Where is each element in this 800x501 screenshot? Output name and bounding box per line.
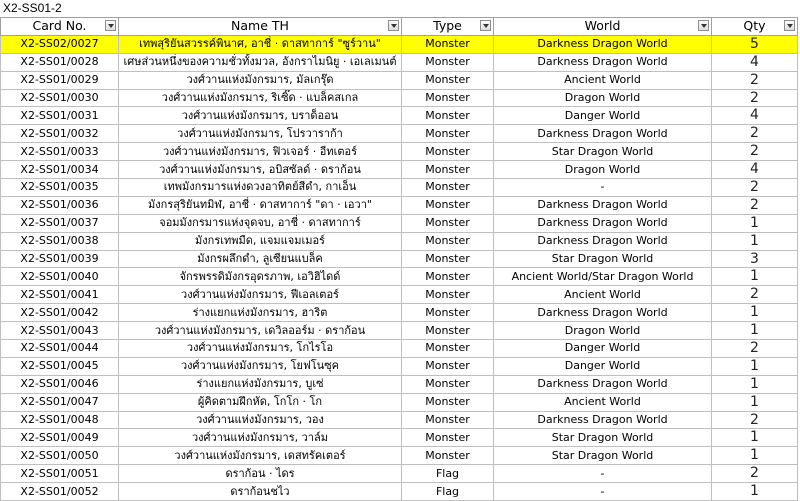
- cell-world[interactable]: Darkness Dragon World: [494, 53, 712, 71]
- cell-world[interactable]: -: [494, 483, 712, 501]
- cell-name-th[interactable]: วงศ์วานแห่งมังกรมาร, โปรวาราก้า: [119, 125, 402, 143]
- cell-card-no[interactable]: X2-SS01/0042: [1, 304, 119, 322]
- cell-card-no[interactable]: X2-SS01/0029: [1, 71, 119, 89]
- table-row[interactable]: [1, 393, 798, 411]
- cell-card-no[interactable]: X2-SS01/0040: [1, 268, 119, 286]
- cell-type[interactable]: Monster: [402, 357, 494, 375]
- cell-card-no[interactable]: X2-SS01/0041: [1, 286, 119, 304]
- column-header-label: Card No.: [32, 18, 87, 34]
- cell-card-no[interactable]: X2-SS01/0050: [1, 447, 119, 465]
- cell-type[interactable]: Monster: [402, 304, 494, 322]
- column-header-label: World: [584, 18, 621, 34]
- cell-world[interactable]: Dragon World: [494, 89, 712, 107]
- cell-qty[interactable]: 1: [712, 357, 798, 375]
- cell-type[interactable]: Monster: [402, 340, 494, 358]
- cell-type[interactable]: Monster: [402, 107, 494, 125]
- cell-name-th[interactable]: ร่างแยกแห่งมังกรมาร, บูเซ่: [119, 375, 402, 393]
- cell-type[interactable]: Flag: [402, 465, 494, 483]
- cell-type[interactable]: Monster: [402, 196, 494, 214]
- cell-world[interactable]: Danger World: [494, 340, 712, 358]
- cell-world[interactable]: Dragon World: [494, 161, 712, 179]
- cell-card-no[interactable]: X2-SS01/0045: [1, 357, 119, 375]
- cell-world[interactable]: Darkness Dragon World: [494, 35, 712, 53]
- sheet-title: X2-SS01-2: [3, 1, 62, 15]
- cell-qty[interactable]: 1: [712, 429, 798, 447]
- cell-name-th[interactable]: วงศ์วานแห่งมังกรมาร, วาล์ม: [119, 429, 402, 447]
- cell-world[interactable]: -: [494, 179, 712, 197]
- cell-name-th[interactable]: มังกรสุริยันทมิฬ, อาชี่ · ดาสทาการ์ "ดา · เอวา": [119, 196, 402, 214]
- table-row[interactable]: [1, 357, 798, 375]
- table-row[interactable]: [1, 179, 798, 197]
- table-row[interactable]: [1, 250, 798, 268]
- cell-type[interactable]: Monster: [402, 232, 494, 250]
- cell-type[interactable]: Monster: [402, 35, 494, 53]
- table-row[interactable]: [1, 483, 798, 501]
- cell-name-th[interactable]: ผู้คิดตามฝึกหัด, โกโก · โก: [119, 393, 402, 411]
- cell-card-no[interactable]: X2-SS01/0038: [1, 232, 119, 250]
- cell-qty[interactable]: 1: [712, 214, 798, 232]
- table-row[interactable]: [1, 286, 798, 304]
- cell-world[interactable]: Star Dragon World: [494, 250, 712, 268]
- cell-qty[interactable]: 1: [712, 483, 798, 501]
- cell-name-th[interactable]: วงศ์วานแห่งมังกรมาร, โกไรโอ: [119, 340, 402, 358]
- cell-qty[interactable]: 1: [712, 322, 798, 340]
- cell-world[interactable]: Darkness Dragon World: [494, 232, 712, 250]
- cell-card-no[interactable]: X2-SS02/0027: [1, 35, 119, 53]
- cell-name-th[interactable]: เทพมังกรมารแห่งดวงอาทิตย์สีดำ, กาเอ็น: [119, 179, 402, 197]
- cell-card-no[interactable]: X2-SS01/0031: [1, 107, 119, 125]
- table-row[interactable]: [1, 465, 798, 483]
- table-row[interactable]: [1, 375, 798, 393]
- cell-type[interactable]: Monster: [402, 179, 494, 197]
- cell-world[interactable]: Ancient World: [494, 71, 712, 89]
- cell-card-no[interactable]: X2-SS01/0028: [1, 53, 119, 71]
- column-header-name-th[interactable]: [119, 18, 402, 36]
- column-header-label: Qty: [743, 18, 766, 34]
- cell-name-th[interactable]: วงศ์วานแห่งมังกรมาร, บราด็ออน: [119, 107, 402, 125]
- cell-name-th[interactable]: วงศ์วานแห่งมังกรมาร, เดสทรัคเตอร์: [119, 447, 402, 465]
- cell-qty[interactable]: 4: [712, 107, 798, 125]
- cell-qty[interactable]: 1: [712, 447, 798, 465]
- table-row[interactable]: [1, 340, 798, 358]
- cell-qty[interactable]: 4: [712, 53, 798, 71]
- cell-type[interactable]: Monster: [402, 161, 494, 179]
- cell-type[interactable]: Monster: [402, 250, 494, 268]
- table-row[interactable]: [1, 89, 798, 107]
- cell-name-th[interactable]: จอมมังกรมารแห่งจุดจบ, อาชี่ · ดาสทาการ์: [119, 214, 402, 232]
- cell-card-no[interactable]: X2-SS01/0046: [1, 375, 119, 393]
- cell-world[interactable]: Ancient World: [494, 393, 712, 411]
- column-header-type[interactable]: [402, 18, 494, 36]
- cell-world[interactable]: Darkness Dragon World: [494, 125, 712, 143]
- cell-type[interactable]: Monster: [402, 143, 494, 161]
- cell-type[interactable]: Monster: [402, 429, 494, 447]
- cell-name-th[interactable]: วงศ์วานแห่งมังกรมาร, ริเซิ๊ด · แบล็คสเกล: [119, 89, 402, 107]
- cell-card-no[interactable]: X2-SS01/0039: [1, 250, 119, 268]
- filter-dropdown-icon[interactable]: [480, 20, 491, 31]
- cell-type[interactable]: Monster: [402, 322, 494, 340]
- table-row[interactable]: [1, 232, 798, 250]
- cell-type[interactable]: Monster: [402, 447, 494, 465]
- cell-name-th[interactable]: เศษส่วนหนึ่งของความชั่วทั้งมวล, อังกราไมนิยู · เอเลเมนต์: [119, 53, 402, 71]
- cell-world[interactable]: Star Dragon World: [494, 447, 712, 465]
- table-row[interactable]: [1, 143, 798, 161]
- cell-qty[interactable]: 2: [712, 411, 798, 429]
- cell-type[interactable]: Monster: [402, 214, 494, 232]
- cell-name-th[interactable]: มังกรเทพมืด, แจมแจมเมอร์: [119, 232, 402, 250]
- table-row[interactable]: [1, 161, 798, 179]
- cell-card-no[interactable]: X2-SS01/0047: [1, 393, 119, 411]
- cell-qty[interactable]: 1: [712, 393, 798, 411]
- table-row[interactable]: [1, 71, 798, 89]
- cell-type[interactable]: Monster: [402, 375, 494, 393]
- cell-qty[interactable]: 2: [712, 465, 798, 483]
- column-header-world[interactable]: [494, 18, 712, 36]
- filter-dropdown-icon[interactable]: [784, 20, 795, 31]
- cell-world[interactable]: Darkness Dragon World: [494, 196, 712, 214]
- cell-type[interactable]: Monster: [402, 71, 494, 89]
- cell-card-no[interactable]: X2-SS01/0049: [1, 429, 119, 447]
- cell-qty[interactable]: 1: [712, 375, 798, 393]
- cell-type[interactable]: Monster: [402, 89, 494, 107]
- cell-name-th[interactable]: วงศ์วานแห่งมังกรมาร, เดวิลออร์ม · ดราก้อน: [119, 322, 402, 340]
- cell-world[interactable]: Darkness Dragon World: [494, 214, 712, 232]
- table-row[interactable]: [1, 268, 798, 286]
- cell-name-th[interactable]: ดราก้อน · ไดร: [119, 465, 402, 483]
- cell-world[interactable]: Dragon World: [494, 322, 712, 340]
- cell-world[interactable]: Ancient World: [494, 286, 712, 304]
- cell-card-no[interactable]: X2-SS01/0030: [1, 89, 119, 107]
- cell-name-th[interactable]: วงศ์วานแห่งมังกรมาร, โยฟโนซุค: [119, 357, 402, 375]
- table-row[interactable]: [1, 447, 798, 465]
- cell-world[interactable]: Danger World: [494, 357, 712, 375]
- table-row[interactable]: [1, 304, 798, 322]
- cell-qty[interactable]: 2: [712, 71, 798, 89]
- cell-qty[interactable]: 2: [712, 196, 798, 214]
- cell-card-no[interactable]: X2-SS01/0043: [1, 322, 119, 340]
- cell-qty[interactable]: 1: [712, 304, 798, 322]
- table-row[interactable]: [1, 53, 798, 71]
- header-row: [1, 18, 798, 36]
- cell-type[interactable]: Monster: [402, 286, 494, 304]
- table-row[interactable]: [1, 411, 798, 429]
- card-table: [0, 17, 798, 501]
- cell-name-th[interactable]: จักรพรรดิมังกรอุดรภาพ, เอวิฮิไดด์: [119, 268, 402, 286]
- cell-world[interactable]: Star Dragon World: [494, 143, 712, 161]
- cell-name-th[interactable]: เทพสุริยันสวรรค์พินาศ, อาชี่ · ดาสทาการ์ "ซูร์วาน": [119, 35, 402, 53]
- cell-type[interactable]: Monster: [402, 125, 494, 143]
- filter-dropdown-icon[interactable]: [698, 20, 709, 31]
- cell-type[interactable]: Monster: [402, 393, 494, 411]
- cell-card-no[interactable]: X2-SS01/0032: [1, 125, 119, 143]
- column-header-card-no[interactable]: [1, 18, 119, 36]
- cell-card-no[interactable]: X2-SS01/0051: [1, 465, 119, 483]
- cell-name-th[interactable]: ร่างแยกแห่งมังกรมาร, ฮาริต: [119, 304, 402, 322]
- cell-name-th[interactable]: วงศ์วานแห่งมังกรมาร, วอง: [119, 411, 402, 429]
- cell-qty[interactable]: 5: [712, 35, 798, 53]
- column-header-label: Name TH: [231, 18, 289, 34]
- cell-type[interactable]: Monster: [402, 411, 494, 429]
- table-row[interactable]: [1, 214, 798, 232]
- filter-dropdown-icon[interactable]: [105, 20, 116, 31]
- cell-world[interactable]: Star Dragon World: [494, 429, 712, 447]
- cell-qty[interactable]: 3: [712, 250, 798, 268]
- cell-card-no[interactable]: X2-SS01/0036: [1, 196, 119, 214]
- cell-card-no[interactable]: X2-SS01/0048: [1, 411, 119, 429]
- cell-card-no[interactable]: X2-SS01/0035: [1, 179, 119, 197]
- cell-qty[interactable]: 2: [712, 179, 798, 197]
- column-header-label: Type: [433, 18, 462, 34]
- table-row[interactable]: [1, 125, 798, 143]
- cell-qty[interactable]: 2: [712, 89, 798, 107]
- cell-qty[interactable]: 2: [712, 340, 798, 358]
- cell-world[interactable]: Ancient World/Star Dragon World: [494, 268, 712, 286]
- cell-name-th[interactable]: วงศ์วานแห่งมังกรมาร, มัลเกรุ๊ด: [119, 71, 402, 89]
- cell-qty[interactable]: 2: [712, 286, 798, 304]
- table-row[interactable]: [1, 35, 798, 53]
- cell-name-th[interactable]: วงศ์วานแห่งมังกรมาร, ฟิวเจอร์ · อีทเตอร์: [119, 143, 402, 161]
- cell-card-no[interactable]: X2-SS01/0037: [1, 214, 119, 232]
- cell-card-no[interactable]: X2-SS01/0034: [1, 161, 119, 179]
- cell-type[interactable]: Monster: [402, 268, 494, 286]
- table-row[interactable]: [1, 429, 798, 447]
- table-row[interactable]: [1, 196, 798, 214]
- cell-type[interactable]: Monster: [402, 53, 494, 71]
- cell-world[interactable]: -: [494, 465, 712, 483]
- cell-name-th[interactable]: วงศ์วานแห่งมังกรมาร, อบิสซัลด์ · ดราก้อน: [119, 161, 402, 179]
- table-body: [1, 35, 798, 500]
- cell-qty[interactable]: 1: [712, 268, 798, 286]
- cell-world[interactable]: Darkness Dragon World: [494, 304, 712, 322]
- cell-qty[interactable]: 1: [712, 232, 798, 250]
- cell-type[interactable]: Flag: [402, 483, 494, 501]
- column-header-qty[interactable]: [712, 18, 798, 36]
- cell-qty[interactable]: 4: [712, 161, 798, 179]
- cell-card-no[interactable]: X2-SS01/0044: [1, 340, 119, 358]
- table-row[interactable]: [1, 107, 798, 125]
- cell-name-th[interactable]: วงศ์วานแห่งมังกรมาร, ฟีเอลเตอร์: [119, 286, 402, 304]
- cell-world[interactable]: Darkness Dragon World: [494, 375, 712, 393]
- cell-name-th[interactable]: ดราก้อนชไว: [119, 483, 402, 501]
- cell-world[interactable]: Darkness Dragon World: [494, 411, 712, 429]
- cell-card-no[interactable]: X2-SS01/0052: [1, 483, 119, 501]
- cell-qty[interactable]: 2: [712, 125, 798, 143]
- cell-name-th[interactable]: มังกรผลึกดำ, ลูเซียนแบล็ค: [119, 250, 402, 268]
- filter-dropdown-icon[interactable]: [388, 20, 399, 31]
- table-row[interactable]: [1, 322, 798, 340]
- cell-world[interactable]: Danger World: [494, 107, 712, 125]
- cell-qty[interactable]: 2: [712, 143, 798, 161]
- cell-card-no[interactable]: X2-SS01/0033: [1, 143, 119, 161]
